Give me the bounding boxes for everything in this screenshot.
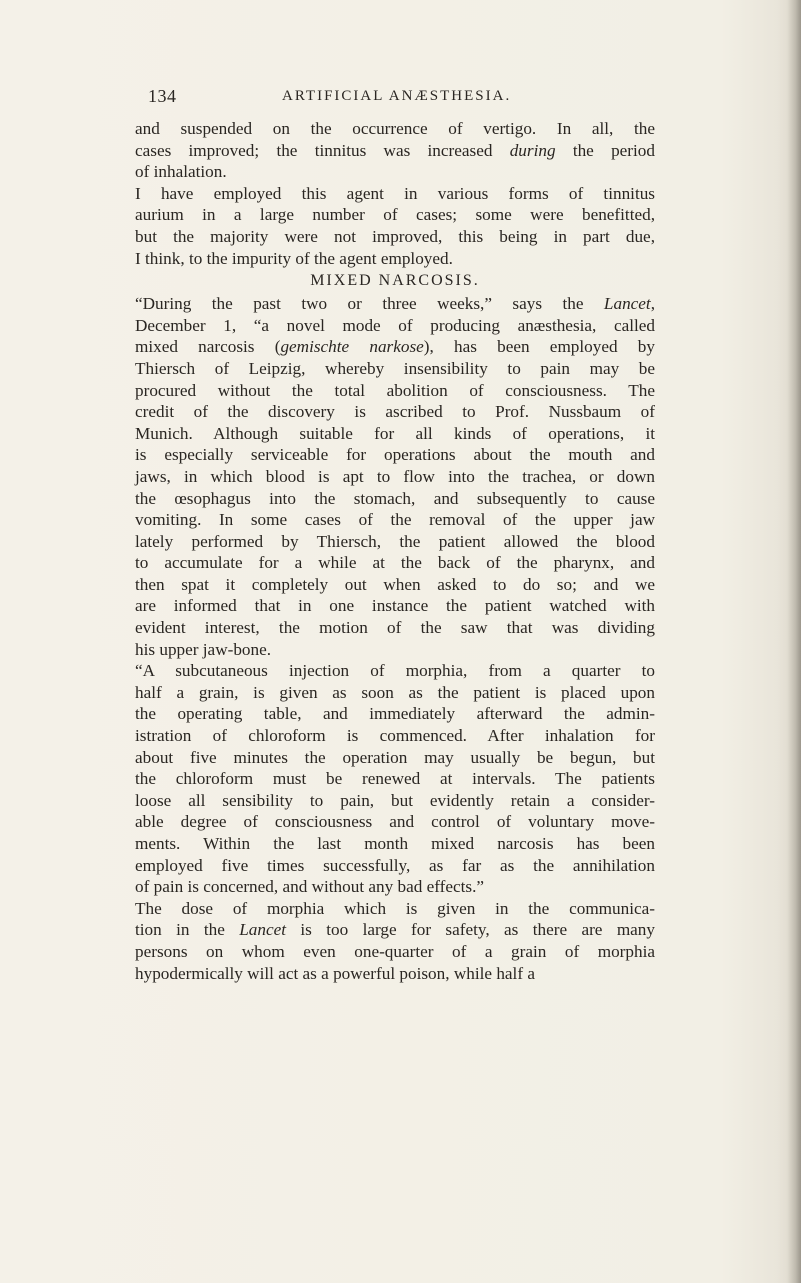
text-line: tion in the Lancet is too large for safety, as there are many [135,920,655,940]
text-line: cases improved; the tinnitus was increased during the period [135,140,655,160]
text-line: and suspended on the occurrence of vertigo. In all, the [135,119,655,138]
text-line: istration of chloroform is commenced. After inhalation for [135,726,655,746]
text-line: of pain is concerned, and without any bad effects.” [135,877,485,897]
text-line: able degree of consciousness and control of voluntary move- [135,812,655,832]
body-text [135,118,655,984]
text-line: vomiting. In some cases of the removal of the upper jaw [135,510,655,530]
text-line: of inhalation. [135,162,227,182]
text-line: “During the past two or three weeks,” says the Lancet, [135,294,655,314]
text-line: ments. Within the last month mixed narcosis has been [135,834,655,853]
page-edge-shadow [787,0,801,1283]
page-number: 134 [148,86,177,106]
text-line: The dose of morphia which is given in the communica- [135,898,655,918]
text-line: the œsophagus into the stomach, and subsequently to cause [135,488,655,508]
text-line: half a grain, is given as soon as the patient is placed upon [135,682,655,702]
text-line: aurium in a large number of cases; some were benefitted, [135,205,655,225]
text-line: is especially serviceable for operations about the mouth and [135,445,655,465]
running-title: ARTIFICIAL ANÆSTHESIA. [282,88,512,104]
text-line: loose all sensibility to pain, but evidently retain a consider- [135,790,655,810]
text-line: hypodermically will act as a powerful poison, while half a [135,963,535,983]
text-line: to accumulate for a while at the back of the pharynx, and [135,553,655,573]
section-heading: MIXED NARCOSIS. [310,272,480,290]
text-line: procured without the total abolition of consciousness. The [135,380,655,400]
text-line: the chloroform must be renewed at intervals. The patients [135,769,655,789]
text-line: lately performed by Thiersch, the patient allowed the blood [135,531,655,551]
text-line: his upper jaw-bone. [135,639,272,659]
text-line: mixed narcosis (gemischte narkose), has been employed by [135,337,655,357]
text-line: but the majority were not improved, this being in part due, [135,226,655,246]
text-line: I have employed this agent in various forms of tinnitus [135,183,655,203]
text-line: Munich. Although suitable for all kinds of operations, it [135,423,655,443]
text-line: employed five times successfully, as far as the annihilation [135,855,655,875]
text-line: about five minutes the operation may usually be begun, but [135,747,655,767]
text-line: December 1, “a novel mode of producing anæsthesia, called [135,315,655,335]
text-line: evident interest, the motion of the saw that was dividing [135,618,655,638]
text-line: jaws, in which blood is apt to flow into the trachea, or down [135,466,655,486]
text-line: the operating table, and immediately afterward the admin- [135,704,655,724]
text-line: “A subcutaneous injection of morphia, from a quarter to [135,661,655,681]
text-line: I think, to the impurity of the agent employed. [135,248,453,268]
running-head [0,86,801,110]
text-line: are informed that in one instance the patient watched with [135,596,655,616]
text-line: persons on whom even one-quarter of a grain of morphia [135,941,655,961]
text-line: Thiersch of Leipzig, whereby insensibility to pain may be [135,358,655,378]
text-line: then spat it completely out when asked to do so; and we [135,574,655,594]
text-line: credit of the discovery is ascribed to Prof. Nussbaum of [135,402,655,422]
